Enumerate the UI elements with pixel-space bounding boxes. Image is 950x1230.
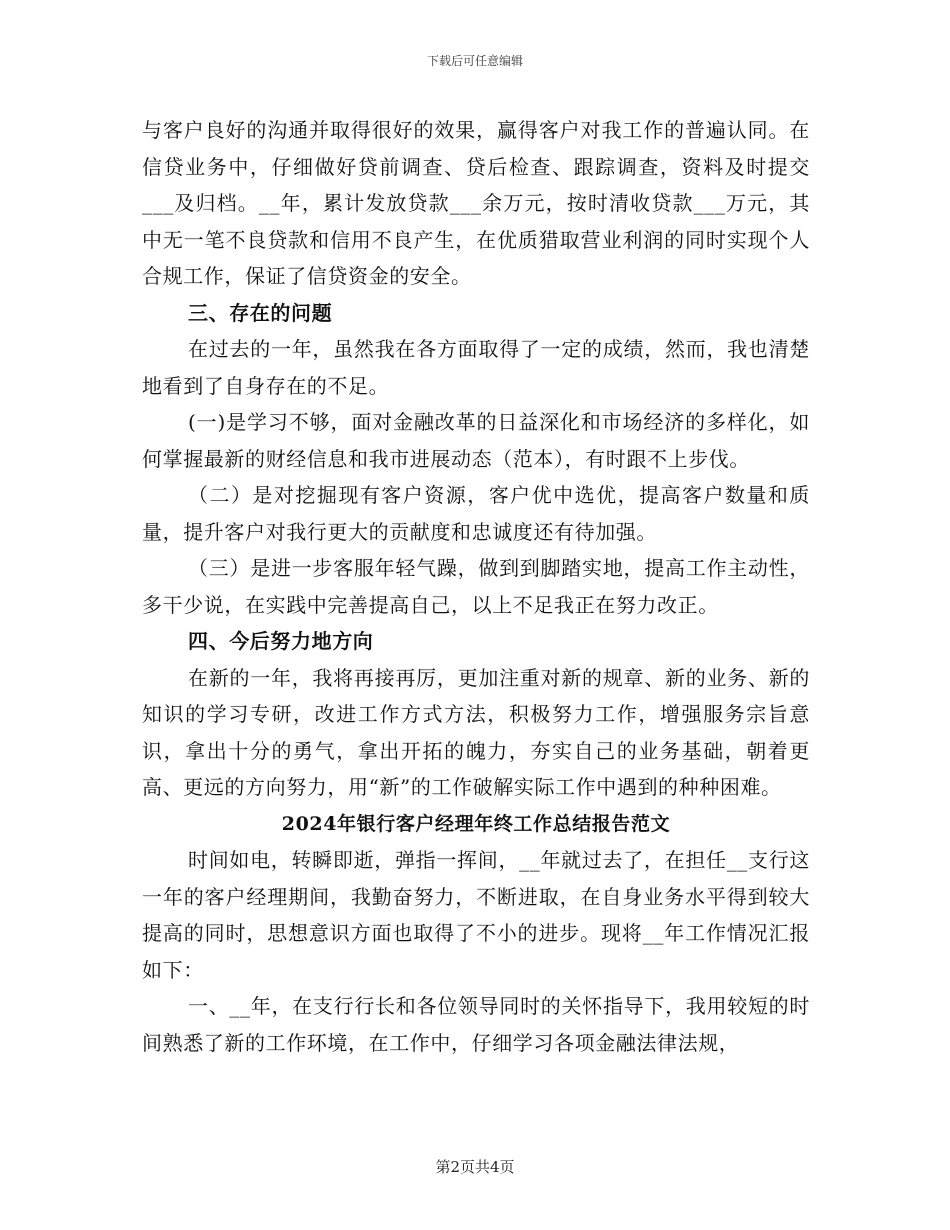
page-footer xyxy=(0,1157,950,1177)
section-heading-direction: 四、今后努力地方向 xyxy=(188,629,374,653)
paragraph-problem-3: （三）是进一步客服年轻气躁，做到到脚踏实地，提高工作主动性，多干少说，在实践中完善提高自己，以上不足我正在努力改正。 xyxy=(142,556,810,617)
paragraph-problem-1: (一)是学习不够，面对金融改革的日益深化和市场经济的多样化，如何掌握最新的财经信息和我市进展动态（范本），有时跟不上步伐。 xyxy=(142,410,810,471)
paragraph-intro: 时间如电，转瞬即逝，弹指一挥间，__年就过去了，在担任__支行这一年的客户经理期间，我勤奋努力，不断进取，在自身业务水平得到较大提高的同时，思想意识方面也取得了不小的进步。现将__年工作情况汇报如下： xyxy=(142,848,810,982)
paragraph-continuation: 与客户良好的沟通并取得很好的效果，赢得客户对我工作的普遍认同。在信贷业务中，仔细做好贷前调查、贷后检查、跟踪调查，资料及时提交___及归档。__年，累计发放贷款___余万元，按时清收贷款___万元，其中无一笔不良贷款和信用不良产生，在优质猎取营业利润的同时实现个人合规工作，保证了信贷资金的安全。 xyxy=(142,118,810,288)
document-title: 2024年银行客户经理年终工作总结报告范文 xyxy=(281,812,671,835)
page-number: 第2页共4页 xyxy=(435,1158,515,1176)
section-heading-problems: 三、存在的问题 xyxy=(188,300,333,325)
page-header xyxy=(0,53,950,69)
header-note: 下载后可任意编辑 xyxy=(426,54,523,68)
paragraph-problem-2: （二）是对挖掘现有客户资源，客户优中选优，提高客户数量和质量，提升客户对我行更大的贡献度和忠诚度还有待加强。 xyxy=(142,483,810,544)
paragraph-section-1: 一、__年，在支行行长和各位领导同时的关怀指导下，我用较短的时间熟悉了新的工作环境，在工作中，仔细学习各项金融法律法规， xyxy=(142,994,810,1055)
paragraph-direction: 在新的一年，我将再接再厉，更加注重对新的规章、新的业务、新的知识的学习专研，改进工作方式方法，积极努力工作，增强服务宗旨意识，拿出十分的勇气，拿出开拓的魄力，夯实自己的业务基础，朝着更高、更远的方向努力，用“新”的工作破解实际工作中遇到的种种困难。 xyxy=(142,665,810,799)
document-body xyxy=(142,112,810,1061)
paragraph-problems-intro: 在过去的一年，虽然我在各方面取得了一定的成绩，然而，我也清楚地看到了自身存在的不足。 xyxy=(142,337,810,398)
